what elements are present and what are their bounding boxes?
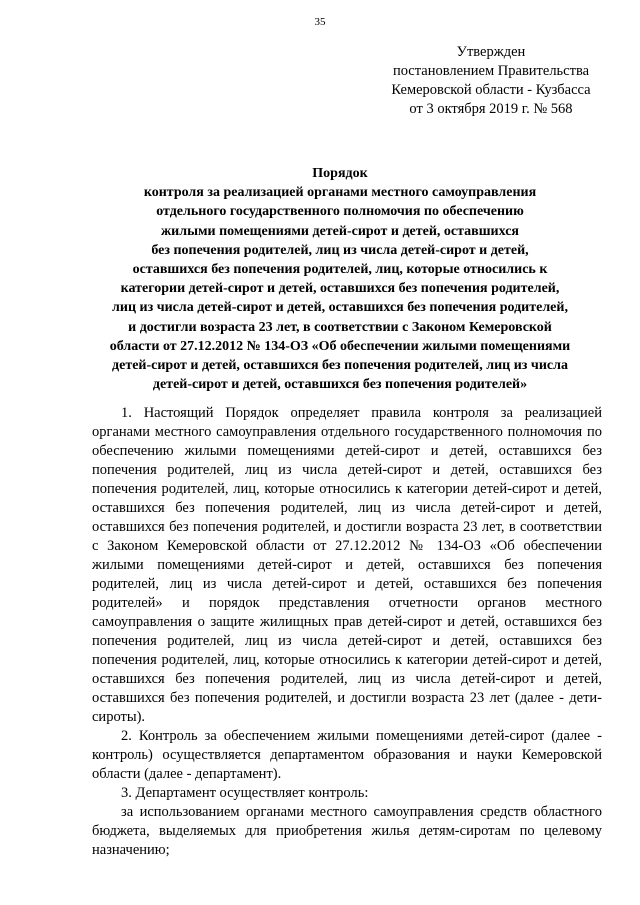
title-line: и достигли возраста 23 лет, в соответствии с Законом Кемеровской bbox=[128, 319, 552, 335]
approval-line: Кемеровской области - Кузбасса bbox=[391, 82, 591, 98]
title-line: категории детей-сирот и детей, оставшихся без попечения родителей, bbox=[120, 281, 560, 297]
paragraph-3-item: за использованием органами местного самоуправления средств областного бюджета, выделяемых для приобретения жилья детям-сиротам по целевому назначению; bbox=[92, 804, 602, 858]
title-line: детей-сирот и детей, оставшихся без попечения родителей» bbox=[152, 377, 528, 393]
title-line: оставшихся без попечения родителей, лиц, которые относились к bbox=[132, 262, 548, 278]
document-title bbox=[80, 164, 600, 394]
approval-line: постановлением Правительства bbox=[392, 63, 590, 79]
title-line: контроля за реализацией органами местного самоуправления bbox=[143, 185, 537, 201]
title-line: лиц из числа детей-сирот и детей, оставшихся без попечения родителей, bbox=[112, 300, 568, 316]
title-line: жилыми помещениями детей-сирот и детей, оставшихся bbox=[161, 223, 519, 239]
title-line: детей-сирот и детей, оставшихся без попечения родителей, лиц из числа bbox=[112, 358, 568, 374]
approval-stamp bbox=[376, 43, 606, 119]
paragraph-2: 2. Контроль за обеспечением жилыми помещениями детей-сирот (далее - контроль) осуществляется департаментом образования и науки Кемеровской области (далее - департамент). bbox=[92, 728, 602, 782]
title-line: отдельного государственного полномочия по обеспечению bbox=[156, 204, 524, 220]
page-number: 35 bbox=[314, 16, 326, 28]
title-line: области от 27.12.2012 № 134-ОЗ «Об обеспечении жилыми помещениями bbox=[109, 338, 571, 354]
title-line: без попечения родителей, лиц из числа детей-сирот и детей, bbox=[151, 242, 529, 258]
document-body bbox=[92, 404, 602, 860]
approval-line: от 3 октября 2019 г. № 568 bbox=[409, 101, 573, 117]
approval-line: Утвержден bbox=[456, 44, 526, 60]
paragraph-3: 3. Департамент осуществляет контроль: bbox=[121, 785, 369, 801]
paragraph-1: 1. Настоящий Порядок определяет правила контроля за реализацией органами местного самоуправления отдельного государственного полномочия по обеспечению жилыми помещениями детей-сирот и детей, оставшихся без попечения родителей, лиц из числа детей-сирот и детей, оставшихся без попечения родителей, лиц, которые относились к категории детей-сирот и детей, оставшихся без попечения родителей, лиц из числа детей-сирот и детей, оставшихся без попечения родителей, и достигли возраста 23 лет, в соответствии с Законом Кемеровской области от 27.12.2012 № 134-ОЗ «Об обеспечении жилыми помещениями детей-сирот и детей, оставшихся без попечения родителей, лиц из числа детей-сирот и детей, оставшихся без попечения родителей» и порядок представления отчетности органов местного самоуправления о защите жилищных прав детей-сирот и детей, оставшихся без попечения родителей, лиц из числа детей-сирот и детей, оставшихся без попечения родителей, лиц, которые относились к категории детей-сирот и детей, оставшихся без попечения родителей, лиц из числа детей-сирот и детей, оставшихся без попечения родителей, и достигли возраста 23 лет (далее - дети-сироты). bbox=[92, 405, 602, 725]
title-line: Порядок bbox=[312, 166, 368, 181]
